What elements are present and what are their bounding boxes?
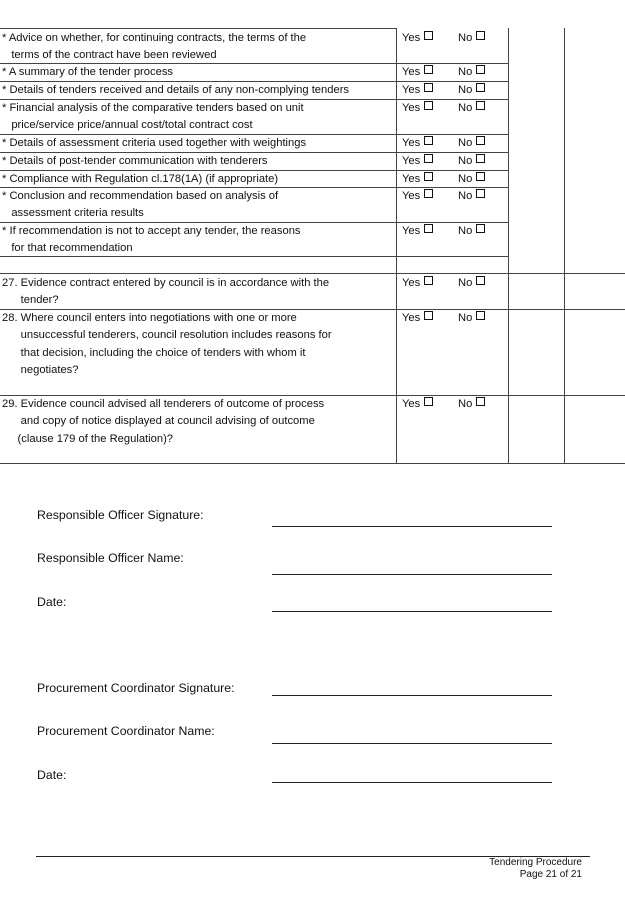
responsible-officer-signature-line[interactable] (272, 526, 552, 527)
yes-checkbox-icon[interactable] (424, 101, 433, 110)
yes-checkbox-icon[interactable] (424, 224, 433, 233)
yes-label: Yes (402, 225, 421, 237)
no-label: No (458, 190, 473, 202)
yes-label: Yes (402, 173, 421, 185)
yes-checkbox-icon[interactable] (424, 172, 433, 181)
yes-label: Yes (402, 312, 421, 324)
footer-doc-title: Tendering Procedure (489, 857, 582, 868)
no-checkbox-icon[interactable] (476, 101, 485, 110)
no-checkbox-icon[interactable] (476, 172, 485, 181)
no-option[interactable] (458, 100, 485, 117)
checklist-question: * Financial analysis of the comparative tenders based on unit price/service price/annual cost/total contract cost (2, 102, 304, 132)
footer-page-number: Page 21 of 21 (519, 869, 582, 880)
no-option[interactable] (458, 188, 485, 205)
no-option[interactable] (458, 135, 485, 152)
yes-checkbox-icon[interactable] (424, 397, 433, 406)
coordinator-date-label: Date: (37, 768, 67, 782)
column-divider (564, 28, 565, 464)
no-option[interactable] (458, 275, 485, 292)
no-label: No (458, 173, 473, 185)
no-label: No (458, 225, 473, 237)
checklist-question: * Compliance with Regulation cl.178(1A) (if appropriate) (2, 173, 279, 185)
checklist-question: 27. Evidence contract entered by council is in accordance with the tender? (2, 277, 330, 307)
yes-option[interactable] (402, 64, 433, 81)
yes-option[interactable] (402, 135, 433, 152)
coordinator-date-line[interactable] (272, 782, 552, 783)
row-divider (0, 273, 625, 274)
yes-checkbox-icon[interactable] (424, 31, 433, 40)
responsible-date-label: Date: (37, 595, 67, 609)
checklist-question: * Conclusion and recommendation based on analysis of assessment criteria results (2, 190, 279, 220)
yes-label: Yes (402, 155, 421, 167)
yes-label: Yes (402, 84, 421, 96)
yes-option[interactable] (402, 153, 433, 170)
responsible-officer-signature-label: Responsible Officer Signature: (37, 508, 204, 522)
no-checkbox-icon[interactable] (476, 31, 485, 40)
yes-option[interactable] (402, 82, 433, 99)
coordinator-name-line[interactable] (272, 743, 552, 744)
yes-label: Yes (402, 66, 421, 78)
column-divider (396, 28, 397, 464)
yes-label: Yes (402, 102, 421, 114)
no-checkbox-icon[interactable] (476, 276, 485, 285)
row-divider (0, 463, 625, 464)
no-option[interactable] (458, 82, 485, 99)
checklist-question: * If recommendation is not to accept any tender, the reasons for that recommendation (2, 225, 301, 255)
no-checkbox-icon[interactable] (476, 154, 485, 163)
no-label: No (458, 312, 473, 324)
yes-checkbox-icon[interactable] (424, 276, 433, 285)
yes-checkbox-icon[interactable] (424, 154, 433, 163)
checklist-question: * Details of tenders received and details of any non-complying tenders (2, 84, 350, 96)
yes-label: Yes (402, 190, 421, 202)
no-option[interactable] (458, 171, 485, 188)
checklist-question: 28. Where council enters into negotiations with one or more unsuccessful tenderers, council resolution includes reasons for that decision, including the choice of tenders with whom it negotiates? (2, 312, 332, 376)
no-label: No (458, 84, 473, 96)
checklist-question: * Details of post-tender communication with tenderers (2, 155, 268, 167)
yes-checkbox-icon[interactable] (424, 311, 433, 320)
row-divider (0, 28, 396, 29)
yes-option[interactable] (402, 188, 433, 205)
responsible-officer-name-label: Responsible Officer Name: (37, 551, 184, 565)
no-label: No (458, 32, 473, 44)
no-option[interactable] (458, 30, 485, 47)
no-label: No (458, 66, 473, 78)
no-label: No (458, 155, 473, 167)
no-option[interactable] (458, 223, 485, 240)
coordinator-signature-label: Procurement Coordinator Signature: (37, 681, 235, 695)
no-label: No (458, 137, 473, 149)
checklist-question: * Advice on whether, for continuing contracts, the terms of the terms of the contract have been reviewed (2, 32, 307, 62)
column-divider (508, 28, 509, 464)
responsible-officer-name-line[interactable] (272, 574, 552, 575)
yes-label: Yes (402, 398, 421, 410)
no-option[interactable] (458, 64, 485, 81)
responsible-date-line[interactable] (272, 611, 552, 612)
checklist-question: * A summary of the tender process (2, 66, 174, 78)
no-label: No (458, 277, 473, 289)
yes-label: Yes (402, 137, 421, 149)
checklist-question: 29. Evidence council advised all tenderers of outcome of process and copy of notice displayed at council advising of outcome (clause 179 of the Regulation)? (2, 398, 325, 445)
no-option[interactable] (458, 310, 485, 327)
yes-option[interactable] (402, 223, 433, 240)
no-label: No (458, 102, 473, 114)
checklist-question: * Details of assessment criteria used together with weightings (2, 137, 307, 149)
yes-checkbox-icon[interactable] (424, 189, 433, 198)
no-checkbox-icon[interactable] (476, 397, 485, 406)
coordinator-name-label: Procurement Coordinator Name: (37, 724, 215, 738)
no-option[interactable] (458, 396, 485, 413)
yes-checkbox-icon[interactable] (424, 136, 433, 145)
no-checkbox-icon[interactable] (476, 136, 485, 145)
no-checkbox-icon[interactable] (476, 311, 485, 320)
no-checkbox-icon[interactable] (476, 65, 485, 74)
yes-option[interactable] (402, 310, 433, 327)
no-checkbox-icon[interactable] (476, 83, 485, 92)
no-label: No (458, 398, 473, 410)
yes-option[interactable] (402, 30, 433, 47)
yes-checkbox-icon[interactable] (424, 65, 433, 74)
yes-option[interactable] (402, 275, 433, 292)
no-checkbox-icon[interactable] (476, 224, 485, 233)
yes-option[interactable] (402, 396, 433, 413)
coordinator-signature-line[interactable] (272, 695, 552, 696)
no-option[interactable] (458, 153, 485, 170)
checklist-table (0, 28, 625, 464)
yes-option[interactable] (402, 100, 433, 117)
yes-label: Yes (402, 277, 421, 289)
yes-option[interactable] (402, 171, 433, 188)
no-checkbox-icon[interactable] (476, 189, 485, 198)
yes-checkbox-icon[interactable] (424, 83, 433, 92)
yes-label: Yes (402, 32, 421, 44)
